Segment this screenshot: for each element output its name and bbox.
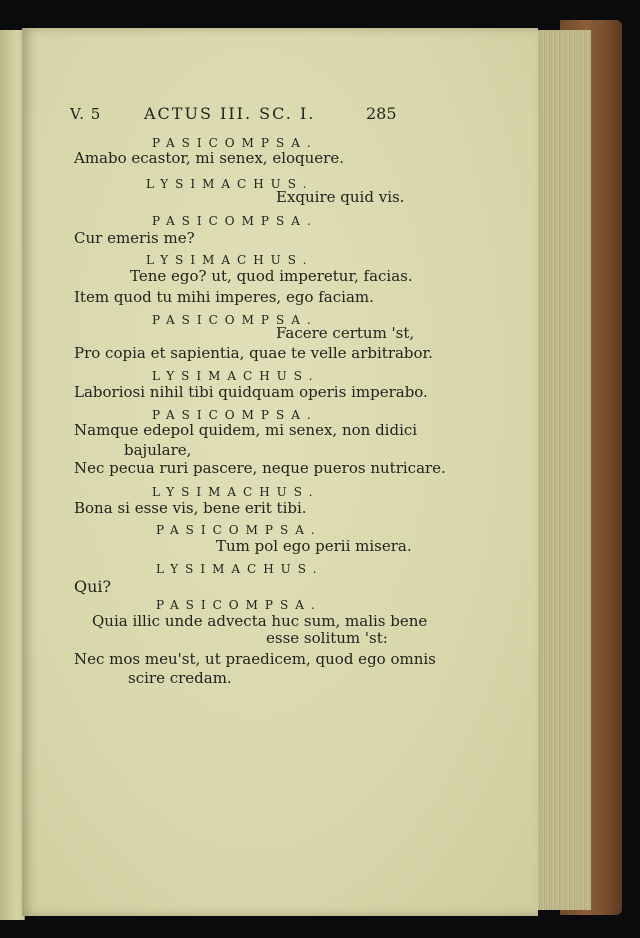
verse-line: Tene ego? ut, quod imperetur, facias. [130,267,413,285]
page-block-edges [535,30,591,910]
speaker-name: PASICOMPSA. [152,136,318,150]
verse-line: Namque edepol quidem, mi senex, non didici [74,421,418,439]
verse-line: esse solitum 'st: [266,629,388,647]
speaker-name: PASICOMPSA. [156,598,322,612]
speaker-name: LYSIMACHUS. [146,253,314,267]
verse-line: Nec mos meu'st, ut praedicem, quod ego omnis [74,650,436,668]
verse-line: Qui? [74,577,112,596]
page-number: 285 [366,104,397,123]
verse-line: bajulare, [124,441,192,459]
book-page [22,28,538,916]
verse-line: Exquire quid vis. [276,188,405,206]
verse-line: Pro copia et sapientia, quae te velle arbitrabor. [74,344,433,362]
verse-line: Laboriosi nihil tibi quidquam operis imperabo. [74,383,428,401]
speaker-name: PASICOMPSA. [152,313,318,327]
verse-line: Nec pecua ruri pascere, neque pueros nutricare. [74,459,446,477]
verse-line: Tum pol ego perii misera. [216,537,412,555]
verse-line: Quia illic unde advecta huc sum, malis bene [92,612,428,630]
speaker-name: LYSIMACHUS. [146,177,314,191]
verse-line: scire credam. [128,669,232,687]
speaker-name: LYSIMACHUS. [152,485,320,499]
signature-mark: V. 5 [70,105,102,123]
speaker-name: LYSIMACHUS. [156,562,324,576]
speaker-name: LYSIMACHUS. [152,369,320,383]
verse-line: Cur emeris me? [74,229,195,247]
verse-line: Bona si esse vis, bene erit tibi. [74,499,307,517]
speaker-name: PASICOMPSA. [152,408,318,422]
verse-line: Facere certum 'st, [276,324,415,342]
speaker-name: PASICOMPSA. [152,214,318,228]
verse-line: Amabo ecastor, mi senex, eloquere. [74,149,344,167]
verse-line: Item quod tu mihi imperes, ego faciam. [74,288,374,306]
running-title: ACTUS III. SC. I. [144,104,316,123]
speaker-name: PASICOMPSA. [156,523,322,537]
